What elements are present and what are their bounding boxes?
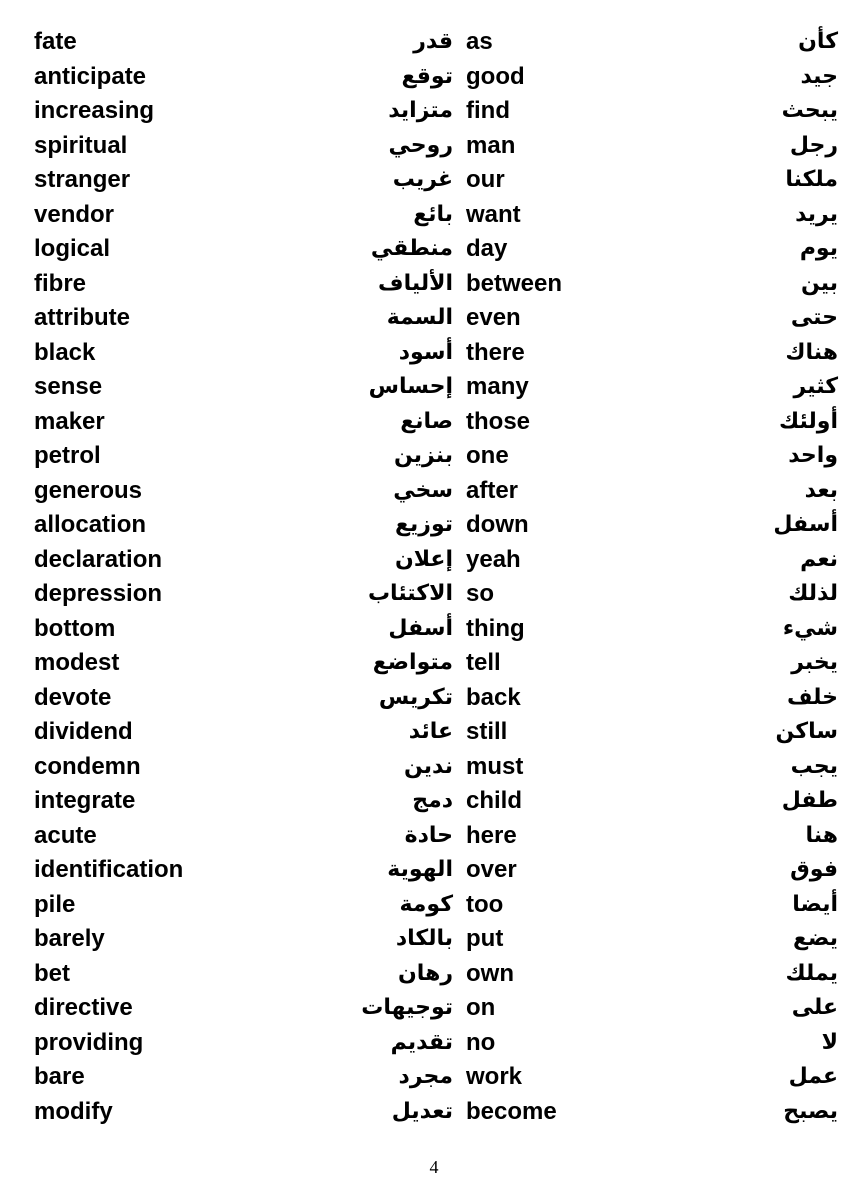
english-word-right: as: [466, 28, 493, 55]
english-word-left: black: [34, 338, 96, 366]
english-word-left: pile: [34, 890, 76, 918]
vocabulary-row: [0, 715, 868, 750]
vocabulary-row: [0, 60, 868, 95]
arabic-translation-right: خلف: [786, 684, 838, 710]
english-word-left: bare: [34, 1063, 85, 1090]
arabic-translation-left: متواضع: [372, 650, 453, 675]
english-word-right: work: [466, 1063, 523, 1090]
english-word-left: increasing: [34, 97, 155, 124]
english-word-right: too: [466, 890, 504, 918]
english-word-left: spiritual: [34, 131, 128, 159]
arabic-translation-left: متزايد: [388, 98, 453, 123]
english-word-left: depression: [34, 580, 163, 607]
english-word-right: day: [466, 235, 508, 262]
arabic-translation-left: غريب: [392, 167, 453, 192]
english-word-left: maker: [34, 407, 105, 435]
vocabulary-row: [0, 439, 868, 474]
english-word-right: no: [466, 1028, 496, 1056]
arabic-translation-left: السمة: [386, 305, 453, 330]
vocabulary-row: [0, 750, 868, 785]
vocabulary-row: [0, 888, 868, 923]
vocabulary-row: [0, 405, 868, 440]
page-number: 4: [429, 1157, 439, 1177]
vocabulary-row: [0, 94, 868, 129]
english-word-left: modest: [34, 649, 120, 676]
english-word-left: bet: [34, 959, 70, 987]
vocabulary-row: [0, 577, 868, 612]
arabic-translation-right: أسفل: [773, 512, 838, 537]
english-word-right: must: [466, 752, 524, 780]
vocabulary-row: [0, 957, 868, 992]
arabic-translation-right: عمل: [788, 1064, 838, 1089]
english-word-right: still: [466, 718, 508, 745]
arabic-translation-left: تعديل: [391, 1098, 453, 1124]
vocabulary-row: [0, 267, 868, 302]
vocabulary-row: [0, 991, 868, 1026]
arabic-translation-right: شيء: [782, 615, 838, 641]
english-word-left: anticipate: [34, 62, 147, 90]
english-word-left: bottom: [34, 614, 116, 642]
arabic-translation-right: يملك: [785, 960, 838, 986]
arabic-translation-left: تكريس: [378, 684, 453, 710]
english-word-left: vendor: [34, 200, 115, 228]
vocabulary-row: [0, 129, 868, 164]
english-word-right: thing: [466, 614, 525, 642]
english-word-right: so: [466, 580, 495, 607]
arabic-translation-right: فوق: [790, 857, 838, 882]
arabic-translation-right: بعد: [804, 477, 838, 503]
arabic-translation-right: أولئك: [779, 408, 838, 434]
arabic-translation-right: يبحث: [781, 98, 838, 123]
arabic-translation-left: أسود: [398, 339, 453, 365]
arabic-translation-right: واحد: [788, 443, 838, 468]
english-word-right: down: [466, 511, 529, 538]
arabic-translation-left: روحي: [388, 132, 453, 158]
arabic-translation-left: كومة: [399, 891, 453, 917]
vocabulary-row: [0, 1060, 868, 1095]
english-word-right: yeah: [466, 545, 521, 573]
english-word-left: devote: [34, 683, 112, 711]
vocabulary-row: [0, 163, 868, 198]
english-word-right: on: [466, 994, 496, 1021]
arabic-translation-left: أسفل: [388, 615, 453, 641]
arabic-translation-right: بين: [800, 270, 838, 296]
vocabulary-row: [0, 474, 868, 509]
vocabulary-list: [0, 25, 868, 1129]
arabic-translation-left: حادة: [404, 822, 453, 848]
vocabulary-row: [0, 370, 868, 405]
english-word-right: own: [466, 959, 514, 987]
vocabulary-row: [0, 819, 868, 854]
arabic-translation-left: سخي: [393, 477, 453, 503]
vocabulary-row: [0, 784, 868, 819]
english-word-right: man: [466, 131, 516, 159]
english-word-right: there: [466, 338, 525, 366]
english-word-left: integrate: [34, 787, 136, 814]
vocabulary-row: [0, 646, 868, 681]
arabic-translation-left: قدر: [413, 29, 453, 54]
english-word-right: tell: [466, 649, 501, 676]
english-word-left: directive: [34, 994, 133, 1021]
arabic-translation-right: يخبر: [791, 650, 838, 675]
english-word-left: condemn: [34, 752, 141, 780]
vocabulary-row: [0, 232, 868, 267]
arabic-translation-right: ساكن: [775, 719, 838, 744]
vocabulary-row: [0, 508, 868, 543]
arabic-translation-left: منطقي: [370, 236, 453, 261]
arabic-translation-right: يوم: [799, 236, 838, 261]
arabic-translation-right: على: [791, 995, 838, 1020]
arabic-translation-left: تقديم: [390, 1029, 453, 1055]
arabic-translation-right: حتى: [790, 305, 838, 330]
english-word-right: back: [466, 683, 521, 711]
english-word-left: logical: [34, 235, 111, 262]
english-word-left: acute: [34, 821, 97, 849]
arabic-translation-right: كثير: [793, 374, 838, 399]
arabic-translation-right: هنا: [805, 822, 838, 848]
arabic-translation-left: بنزين: [394, 443, 453, 468]
arabic-translation-left: مجرد: [398, 1064, 453, 1089]
english-word-right: find: [466, 97, 510, 124]
vocabulary-row: [0, 336, 868, 371]
vocabulary-row: [0, 681, 868, 716]
arabic-translation-left: دمج: [412, 788, 453, 813]
english-word-right: one: [466, 442, 509, 469]
english-word-right: even: [466, 304, 521, 331]
arabic-translation-left: الألياف: [378, 270, 453, 296]
english-word-left: declaration: [34, 545, 163, 573]
arabic-translation-right: نعم: [800, 546, 838, 572]
arabic-translation-right: ملكنا: [785, 167, 838, 192]
arabic-translation-left: عائد: [408, 719, 453, 744]
arabic-translation-right: طفل: [781, 788, 838, 813]
vocabulary-row: [0, 1095, 868, 1130]
english-word-left: fate: [34, 28, 77, 55]
english-word-left: attribute: [34, 304, 130, 331]
arabic-translation-right: لا: [821, 1029, 838, 1055]
english-word-right: want: [466, 200, 521, 228]
arabic-translation-left: بالكاد: [395, 926, 453, 951]
english-word-left: generous: [34, 476, 143, 504]
vocabulary-row: [0, 25, 868, 60]
arabic-translation-left: توجيهات: [361, 995, 453, 1020]
arabic-translation-right: يريد: [795, 201, 838, 227]
arabic-translation-right: جيد: [800, 63, 838, 89]
arabic-translation-right: يصبح: [783, 1098, 838, 1124]
english-word-left: barely: [34, 925, 105, 952]
arabic-translation-left: إحساس: [368, 374, 453, 399]
vocabulary-row: [0, 853, 868, 888]
english-word-right: our: [466, 166, 505, 193]
vocabulary-row: [0, 543, 868, 578]
english-word-right: after: [466, 476, 519, 504]
english-word-left: modify: [34, 1097, 113, 1125]
english-word-right: good: [466, 62, 525, 90]
vocabulary-row: [0, 198, 868, 233]
english-word-right: child: [466, 787, 523, 814]
english-word-left: sense: [34, 373, 103, 400]
english-word-right: over: [466, 856, 517, 883]
english-word-left: stranger: [34, 166, 131, 193]
vocabulary-row: [0, 612, 868, 647]
arabic-translation-right: كأن: [798, 29, 838, 54]
english-word-left: fibre: [34, 269, 87, 297]
english-word-left: dividend: [34, 718, 133, 745]
english-word-left: petrol: [34, 442, 101, 469]
arabic-translation-left: توقع: [401, 63, 453, 89]
arabic-translation-left: الاكتئاب: [367, 581, 453, 606]
arabic-translation-right: يضع: [793, 926, 838, 951]
vocabulary-row: [0, 1026, 868, 1061]
arabic-translation-left: بائع: [413, 201, 453, 227]
english-word-right: many: [466, 373, 529, 400]
arabic-translation-right: هناك: [785, 339, 838, 365]
arabic-translation-right: أيضا: [792, 891, 838, 917]
english-word-right: between: [466, 269, 563, 297]
arabic-translation-left: ندين: [403, 753, 453, 779]
english-word-right: put: [466, 925, 504, 952]
arabic-translation-left: الهوية: [387, 857, 453, 882]
english-word-right: those: [466, 407, 531, 435]
vocabulary-row: [0, 922, 868, 957]
english-word-right: here: [466, 821, 517, 849]
arabic-translation-left: توزيع: [394, 512, 453, 537]
arabic-translation-left: صانع: [400, 408, 453, 434]
arabic-translation-right: رجل: [789, 132, 838, 158]
arabic-translation-left: إعلان: [394, 546, 453, 572]
english-word-left: allocation: [34, 511, 147, 538]
arabic-translation-right: يجب: [790, 753, 838, 779]
english-word-right: become: [466, 1097, 557, 1125]
english-word-left: identification: [34, 856, 184, 883]
vocabulary-row: [0, 301, 868, 336]
english-word-left: providing: [34, 1028, 144, 1056]
arabic-translation-left: رهان: [398, 960, 453, 986]
arabic-translation-right: لذلك: [788, 581, 838, 606]
